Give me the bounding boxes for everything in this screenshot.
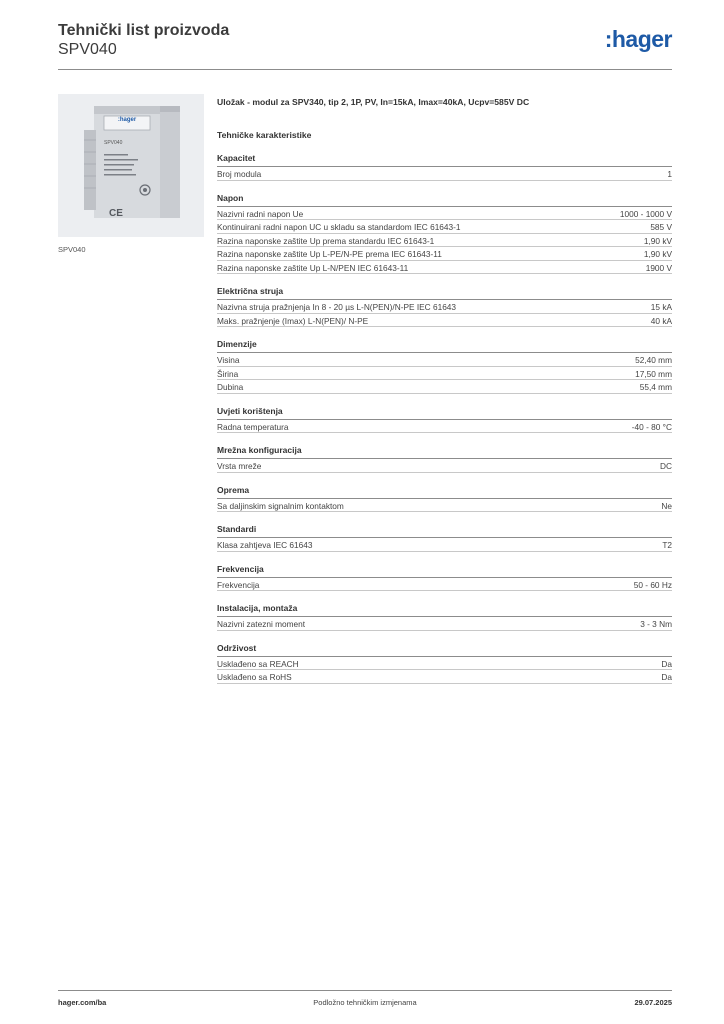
spec-groups [217,153,672,684]
spec-label: Razina naponske zaštite Up prema standardu IEC 61643-1 [217,235,435,246]
page-header [58,22,672,68]
spec-group-title: Uvjeti korištenja [217,406,672,420]
spec-row [217,167,672,181]
spec-label: Broj modula [217,169,262,179]
spec-row [217,207,672,221]
spec-label: Klasa zahtjeva IEC 61643 [217,540,313,550]
spec-group [217,153,672,181]
spec-label: Razina naponske zaštite Up L-PE/N-PE prema IEC 61643-11 [217,249,442,259]
spec-label: Sa daljinskim signalnim kontaktom [217,500,344,511]
spec-value: 3 - 3 Nm [640,619,672,629]
spec-group-title: Oprema [217,485,672,499]
spec-value: Ne [661,500,672,511]
spec-value: 52,40 mm [635,355,672,365]
spec-value: 1000 - 1000 V [619,208,672,219]
spec-value: 585 V [650,222,672,232]
spec-label: Kontinuirani radni napon UC u skladu sa standardom IEC 61643-1 [217,222,461,232]
spec-group [217,445,672,473]
spec-label: Maks. pražnjenje (Imax) L-N(PEN)/ N-PE [217,315,369,326]
spec-value: 1 [667,169,672,179]
spec-group-title: Instalacija, montaža [217,603,672,617]
spec-row [217,499,672,513]
spec-label: Vrsta mreže [217,461,262,471]
spec-value: Da [661,672,672,682]
spec-label: Razina naponske zaštite Up L-N/PEN IEC 61643-11 [217,262,409,273]
spec-group-title: Napon [217,193,672,207]
spec-value: 1,90 kV [643,249,672,259]
spec-label: Usklađeno sa RoHS [217,672,292,682]
footer-date: 29.07.2025 [634,998,672,1007]
spec-group [217,643,672,684]
header-divider [58,69,672,70]
spec-group [217,564,672,592]
document-title: Tehnički list proizvoda [58,22,230,39]
product-image [58,94,204,237]
spec-group-title: Održivost [217,643,672,657]
spec-value: 50 - 60 Hz [633,579,672,590]
product-description: Uložak - modul za SPV340, tip 2, 1P, PV, In=15kA, Imax=40kA, Ucpv=585V DC [217,97,530,107]
spec-label: Radna temperatura [217,421,289,432]
spec-group [217,339,672,394]
spec-label: Nazivni radni napon Ue [217,208,304,219]
spec-label: Visina [217,355,240,365]
spec-label: Nazivni zatezni moment [217,619,306,629]
spec-row [217,353,672,367]
technical-characteristics-title: Tehničke karakteristike [217,130,312,140]
spec-row [217,234,672,248]
spec-row [217,300,672,314]
hager-logo: :hager [604,26,672,52]
image-model-label: SPV040 [104,140,123,146]
spec-label: Usklađeno sa REACH [217,658,299,669]
footer-divider [58,990,672,991]
spec-group-title: Kapacitet [217,153,672,167]
spec-value: 17,50 mm [635,368,672,379]
spec-group [217,485,672,513]
spec-group [217,406,672,434]
spec-value: Da [661,658,672,669]
spec-group [217,524,672,552]
spec-value: 1900 V [645,262,672,273]
image-brand-label: :hager [117,117,137,123]
image-caption: SPV040 [58,245,86,254]
spec-row [217,459,672,473]
spec-group [217,603,672,631]
spec-group-title: Mrežna konfiguracija [217,445,672,459]
spec-row [217,657,672,671]
spec-row [217,367,672,381]
product-code: SPV040 [58,41,117,58]
spec-group-title: Standardi [217,524,672,538]
spec-value: DC [660,461,672,471]
spec-row [217,220,672,234]
footer-website: hager.com/ba [58,998,107,1007]
footer-notice: Podložno tehničkim izmjenama [313,998,417,1007]
svg-text:CE: CE [109,208,123,219]
spec-label: Nazivna struja pražnjenja In 8 - 20 µs L-N(PEN)/N-PE IEC 61643 [217,302,457,312]
spec-group [217,286,672,327]
spec-row [217,538,672,552]
spec-row [217,261,672,275]
spec-row [217,380,672,394]
spec-value: 40 kA [650,315,672,326]
specification-content [217,97,672,684]
spec-row [217,247,672,261]
spec-value: T2 [662,540,672,550]
spec-row [217,314,672,328]
spec-value: -40 - 80 °C [631,421,672,432]
spec-value: 55,4 mm [639,382,672,392]
spec-row [217,670,672,684]
spec-value: 1,90 kV [643,235,672,246]
spec-group-title: Frekvencija [217,564,672,578]
spec-row [217,578,672,592]
spec-row [217,617,672,631]
spec-group [217,193,672,275]
spec-group-title: Dimenzije [217,339,672,353]
spec-label: Frekvencija [217,579,260,590]
spec-group-title: Električna struja [217,286,672,300]
spec-row [217,420,672,434]
spec-label: Dubina [217,382,244,392]
spec-label: Širina [217,368,239,379]
spec-value: 15 kA [650,302,672,312]
